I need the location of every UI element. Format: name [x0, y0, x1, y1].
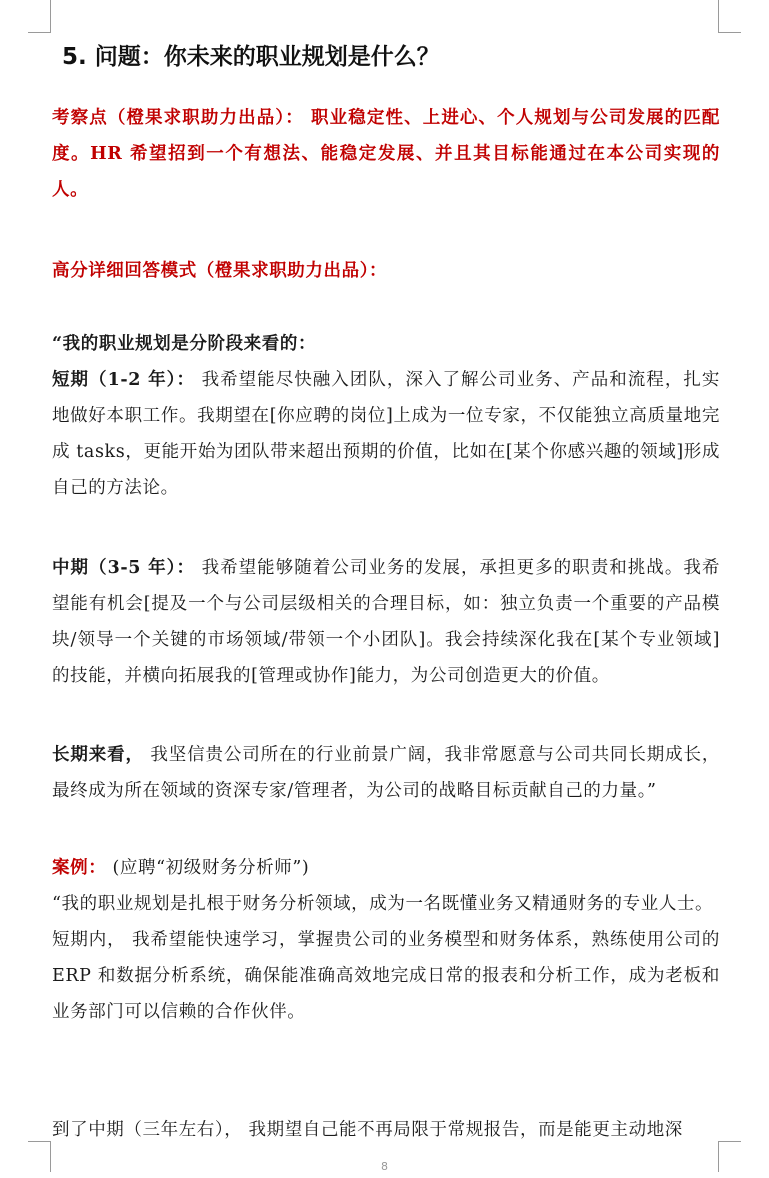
short-term-paragraph — [52, 362, 720, 506]
answer-heading: 高分详细回答模式（橙果求职助力出品）： — [52, 261, 388, 281]
case-short-term: 短期内， 我希望能快速学习，掌握贵公司的业务模型和财务体系，熟练使用公司的 ERP 和数据分析系统，确保能准确高效地完成日常的报表和分析工作，成为老板和业务部门可以信赖的合作伙伴。 — [52, 930, 720, 1022]
mid-term-text: 我希望能够随着公司业务的发展，承担更多的职责和挑战。我希望能有机会[提及一个与公司层级相关的合理目标，如：独立负责一个重要的产品模块/领导一个关键的市场领域/带领一个小团队]。我会持续深化我在[某个专业领域]的技能，并横向拓展我的[管理或协作]能力，为公司创造更大的价值。 — [52, 558, 720, 686]
question-title: 5. 问题：你未来的职业规划是什么？ — [62, 44, 440, 70]
crop-mark-top-left — [28, 0, 51, 33]
answer-intro: “我的职业规划是分阶段来看的： — [52, 334, 317, 354]
mid-term-label: 中期（3-5 年）： — [52, 558, 195, 578]
case-quote: “我的职业规划是扎根于财务分析领域，成为一名既懂业务又精通财务的专业人士。 — [52, 894, 714, 914]
case-section — [52, 850, 720, 1030]
long-term-label: 长期来看， — [52, 745, 144, 765]
case-heading — [52, 850, 720, 886]
answer-section — [52, 326, 720, 506]
crop-mark-top-right — [718, 0, 741, 33]
case-mid-term: 到了中期（三年左右）， 我期望自己能不再局限于常规报告，而是能更主动地深 — [52, 1120, 683, 1140]
mid-term-paragraph — [52, 550, 720, 694]
page-number: 8 — [381, 1160, 388, 1173]
case-label: 案例： — [52, 858, 107, 878]
short-term-label: 短期（1-2 年）： — [52, 370, 195, 390]
short-term-text: 我希望能尽快融入团队，深入了解公司业务、产品和流程，扎实地做好本职工作。我期望在[你应聘的岗位]上成为一位专家，不仅能独立高质量地完成 tasks，更能开始为团队带来超出预期的价值，比如在[某个你感兴趣的领域]形成自己的方法论。 — [52, 370, 720, 498]
long-term-text: 我坚信贵公司所在的行业前景广阔，我非常愿意与公司共同长期成长，最终成为所在领域的资深专家/管理者，为公司的战略目标贡献自己的力量。” — [52, 745, 720, 801]
case-role: (应聘“初级财务分析师”) — [106, 858, 310, 878]
long-term-paragraph — [52, 737, 720, 809]
focus-paragraph: 考察点（橙果求职助力出品）： 职业稳定性、上进心、个人规划与公司发展的匹配度。HR 希望招到一个有想法、能稳定发展、并且其目标能通过在本公司实现的人。 — [52, 108, 720, 200]
